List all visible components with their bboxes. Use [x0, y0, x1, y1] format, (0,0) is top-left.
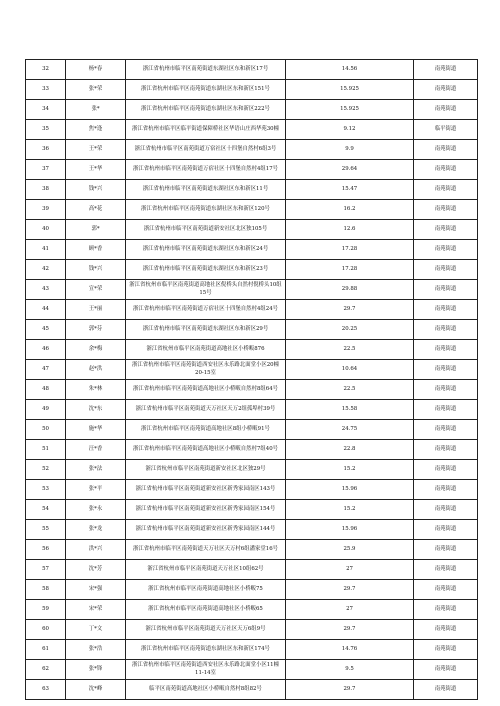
address-cell: 浙江省杭州市临平区南苑街道新安社区新秀家园南区143号	[126, 480, 286, 500]
person-name: 顾*香	[66, 240, 126, 260]
row-number: 54	[26, 500, 66, 520]
table-row	[26, 280, 478, 300]
street-name: 南苑街道	[414, 540, 478, 560]
table-row	[26, 520, 478, 540]
address-cell: 浙江省杭州市临平区南苑街道高地社区小桥畈75	[126, 580, 286, 600]
address-cell: 浙江省杭州市临平区南苑街道东湖社区东和新区23号	[126, 260, 286, 280]
area-value: 29.7	[286, 580, 414, 600]
area-value: 24.75	[286, 420, 414, 440]
area-value: 29.7	[286, 680, 414, 700]
area-value: 27	[286, 600, 414, 620]
table-row	[26, 120, 478, 140]
street-name: 南苑街道	[414, 180, 478, 200]
area-value: 15.925	[286, 100, 414, 120]
row-number: 60	[26, 620, 66, 640]
person-name: 张*平	[66, 480, 126, 500]
person-name: 沈*峰	[66, 680, 126, 700]
row-number: 51	[26, 440, 66, 460]
person-name: 丁*文	[66, 620, 126, 640]
address-cell: 临平区南苑街道高地社区小桥畈自然村8组82号	[126, 680, 286, 700]
row-number: 48	[26, 380, 66, 400]
row-number: 40	[26, 220, 66, 240]
person-name: 张*荣	[66, 80, 126, 100]
address-cell: 浙江省杭州市临平区南苑街道高地社区倪桥头自然村倪桥头10组15号	[126, 280, 286, 300]
table-row	[26, 460, 478, 480]
row-number: 59	[26, 600, 66, 620]
area-value: 22.5	[286, 340, 414, 360]
person-name: 宋*荣	[66, 600, 126, 620]
row-number: 41	[26, 240, 66, 260]
area-value: 15.47	[286, 180, 414, 200]
street-name: 南苑街道	[414, 520, 478, 540]
person-name: 余*梅	[66, 340, 126, 360]
street-name: 南苑街道	[414, 140, 478, 160]
row-number: 63	[26, 680, 66, 700]
area-value: 15.2	[286, 460, 414, 480]
address-cell: 浙江省杭州市临平区南苑街道万宿社区十四堡自然村4组17号	[126, 160, 286, 180]
person-name: 张*	[66, 100, 126, 120]
person-name: 沈*芳	[66, 560, 126, 580]
person-name: 赵*洪	[66, 360, 126, 380]
street-name: 南苑街道	[414, 380, 478, 400]
area-value: 14.56	[286, 60, 414, 80]
street-name: 南苑街道	[414, 600, 478, 620]
area-value: 22.8	[286, 440, 414, 460]
street-name: 南苑街道	[414, 660, 478, 680]
area-value: 15.2	[286, 500, 414, 520]
person-name: 张*锋	[66, 660, 126, 680]
row-number: 43	[26, 280, 66, 300]
area-value: 27	[286, 560, 414, 580]
street-name: 南苑街道	[414, 60, 478, 80]
person-name: 张*龙	[66, 520, 126, 540]
address-cell: 浙江省杭州市临平区南苑街道西安社区永乐路北面堂小区20幢20-15室	[126, 360, 286, 380]
person-name: 高*花	[66, 200, 126, 220]
street-name: 南苑街道	[414, 340, 478, 360]
address-cell: 浙江省杭州市临平区临平街道保障桥社区华语山庄西华苑30幢	[126, 120, 286, 140]
street-name: 南苑街道	[414, 260, 478, 280]
table-row	[26, 220, 478, 240]
street-name: 南苑街道	[414, 560, 478, 580]
table-row	[26, 240, 478, 260]
table-body	[26, 60, 478, 700]
table-row	[26, 640, 478, 660]
row-number: 58	[26, 580, 66, 600]
table-row	[26, 320, 478, 340]
area-value: 9.5	[286, 660, 414, 680]
area-value: 22.5	[286, 380, 414, 400]
area-value: 15.58	[286, 400, 414, 420]
area-value: 10.64	[286, 360, 414, 380]
person-name: 张*永	[66, 500, 126, 520]
street-name: 南苑街道	[414, 620, 478, 640]
street-name: 南苑街道	[414, 280, 478, 300]
row-number: 53	[26, 480, 66, 500]
table-row	[26, 140, 478, 160]
table-row	[26, 540, 478, 560]
person-name: 郭*芬	[66, 320, 126, 340]
table-row	[26, 180, 478, 200]
address-cell: 浙江省杭州市临平区南苑街道新安社区北区独29号	[126, 460, 286, 480]
area-value: 9.12	[286, 120, 414, 140]
street-name: 南苑街道	[414, 480, 478, 500]
area-value: 15.96	[286, 520, 414, 540]
address-cell: 浙江省杭州市临平区南苑街道东湖社区东和新区11号	[126, 180, 286, 200]
row-number: 45	[26, 320, 66, 340]
person-name: 杨*春	[66, 60, 126, 80]
person-name: 汪*香	[66, 440, 126, 460]
area-value: 29.88	[286, 280, 414, 300]
table-row	[26, 200, 478, 220]
address-cell: 浙江省杭州市临平区南苑街道天万社区天万村6组潘家堂16号	[126, 540, 286, 560]
street-name: 南苑街道	[414, 100, 478, 120]
row-number: 34	[26, 100, 66, 120]
street-name: 南苑街道	[414, 360, 478, 380]
person-name: 钱*兴	[66, 180, 126, 200]
table-row	[26, 600, 478, 620]
table-row	[26, 380, 478, 400]
table-row	[26, 680, 478, 700]
person-name: 朱*林	[66, 380, 126, 400]
row-number: 36	[26, 140, 66, 160]
table-row	[26, 440, 478, 460]
street-name: 南苑街道	[414, 500, 478, 520]
table-row	[26, 80, 478, 100]
address-cell: 浙江省杭州市临平区南苑街道天万社区10组62号	[126, 560, 286, 580]
area-value: 17.28	[286, 260, 414, 280]
street-name: 南苑街道	[414, 680, 478, 700]
table-row	[26, 420, 478, 440]
row-number: 62	[26, 660, 66, 680]
row-number: 44	[26, 300, 66, 320]
row-number: 32	[26, 60, 66, 80]
address-cell: 浙江省杭州市临平区南苑街道万宿社区十四堡自然村4组24号	[126, 300, 286, 320]
street-name: 南苑街道	[414, 580, 478, 600]
area-value: 29.7	[286, 300, 414, 320]
row-number: 46	[26, 340, 66, 360]
table-row	[26, 620, 478, 640]
street-name: 南苑街道	[414, 240, 478, 260]
street-name: 南苑街道	[414, 200, 478, 220]
row-number: 37	[26, 160, 66, 180]
table-row	[26, 560, 478, 580]
area-value: 9.9	[286, 140, 414, 160]
row-number: 61	[26, 640, 66, 660]
street-name: 南苑街道	[414, 640, 478, 660]
person-name: 王*荣	[66, 140, 126, 160]
address-cell: 浙江省杭州市临平区南苑街道东湖社区东和新区120号	[126, 200, 286, 220]
table-row	[26, 160, 478, 180]
address-cell: 浙江省杭州市临平区南苑街道东湖社区东和新区174号	[126, 640, 286, 660]
row-number: 38	[26, 180, 66, 200]
person-name: 王*华	[66, 160, 126, 180]
table-row	[26, 300, 478, 320]
street-name: 南苑街道	[414, 400, 478, 420]
area-value: 15.925	[286, 80, 414, 100]
address-cell: 浙江省杭州市临平区南苑街道高地社区小桥畈自然村8组64号	[126, 380, 286, 400]
area-value: 12.6	[286, 220, 414, 240]
area-value: 29.7	[286, 620, 414, 640]
area-value: 25.9	[286, 540, 414, 560]
area-value: 14.76	[286, 640, 414, 660]
row-number: 57	[26, 560, 66, 580]
person-name: 洪*兴	[66, 540, 126, 560]
address-cell: 浙江省杭州市临平区南苑街道高地社区小桥畈自然村7组40号	[126, 440, 286, 460]
street-name: 南苑街道	[414, 320, 478, 340]
street-name: 南苑街道	[414, 460, 478, 480]
street-name: 南苑街道	[414, 220, 478, 240]
person-name: 宋*强	[66, 580, 126, 600]
person-name: 焦*逢	[66, 120, 126, 140]
address-cell: 浙江省杭州市临平区南苑街道东湖社区东和新区29号	[126, 320, 286, 340]
row-number: 56	[26, 540, 66, 560]
address-cell: 浙江省杭州市临平区南苑街道万宿社区十四堡自然村6组3号	[126, 140, 286, 160]
table-row	[26, 60, 478, 80]
area-value: 17.28	[286, 240, 414, 260]
address-cell: 浙江省杭州市临平区南苑街道高地社区8组小桥畈91号	[126, 420, 286, 440]
person-name: 宣*荣	[66, 280, 126, 300]
row-number: 33	[26, 80, 66, 100]
person-name: 钱*兴	[66, 260, 126, 280]
row-number: 47	[26, 360, 66, 380]
person-name: 施*华	[66, 420, 126, 440]
table-row	[26, 500, 478, 520]
table-row	[26, 660, 478, 680]
row-number: 49	[26, 400, 66, 420]
records-table	[25, 59, 478, 700]
address-cell: 浙江省杭州市临平区南苑街道高地社区小桥畈65	[126, 600, 286, 620]
person-name: 郭*	[66, 220, 126, 240]
person-name: 张*浩	[66, 640, 126, 660]
address-cell: 浙江省杭州市临平区南苑街道东湖社区东和新区222号	[126, 100, 286, 120]
table-row	[26, 580, 478, 600]
row-number: 55	[26, 520, 66, 540]
row-number: 42	[26, 260, 66, 280]
street-name: 南苑街道	[414, 300, 478, 320]
address-cell: 浙江省杭州市临平区南苑街道东湖社区东和新区151号	[126, 80, 286, 100]
table-row	[26, 100, 478, 120]
table-row	[26, 400, 478, 420]
table-row	[26, 480, 478, 500]
table-row	[26, 340, 478, 360]
address-cell: 浙江省杭州市临平区南苑街道新安社区北区独105号	[126, 220, 286, 240]
street-name: 南苑街道	[414, 160, 478, 180]
address-cell: 浙江省杭州市临平区南苑街道天万社区天万6组9号	[126, 620, 286, 640]
street-name: 临平街道	[414, 120, 478, 140]
person-name: 王*丽	[66, 300, 126, 320]
person-name: 沈*东	[66, 400, 126, 420]
area-value: 29.64	[286, 160, 414, 180]
area-value: 20.25	[286, 320, 414, 340]
street-name: 南苑街道	[414, 440, 478, 460]
area-value: 16.2	[286, 200, 414, 220]
row-number: 39	[26, 200, 66, 220]
address-cell: 浙江省杭州市临平区南苑街道高地社区小桥畈876	[126, 340, 286, 360]
table-row	[26, 260, 478, 280]
address-cell: 浙江省杭州市临平区南苑街道新安社区新秀家园南区154号	[126, 500, 286, 520]
address-cell: 浙江省杭州市临平区南苑街道天万社区天万2组孤埠村39号	[126, 400, 286, 420]
table-row	[26, 360, 478, 380]
area-value: 15.96	[286, 480, 414, 500]
street-name: 南苑街道	[414, 80, 478, 100]
row-number: 50	[26, 420, 66, 440]
address-cell: 浙江省杭州市临平区南苑街道西安社区永乐路北面堂小区11幢11-14室	[126, 660, 286, 680]
address-cell: 浙江省杭州市临平区南苑街道东湖社区东和新区24号	[126, 240, 286, 260]
address-cell: 浙江省杭州市临平区南苑街道新安社区新秀家园南区144号	[126, 520, 286, 540]
person-name: 张*法	[66, 460, 126, 480]
address-cell: 浙江省杭州市临平区南苑街道东湖社区东和新区17号	[126, 60, 286, 80]
street-name: 南苑街道	[414, 420, 478, 440]
row-number: 52	[26, 460, 66, 480]
row-number: 35	[26, 120, 66, 140]
